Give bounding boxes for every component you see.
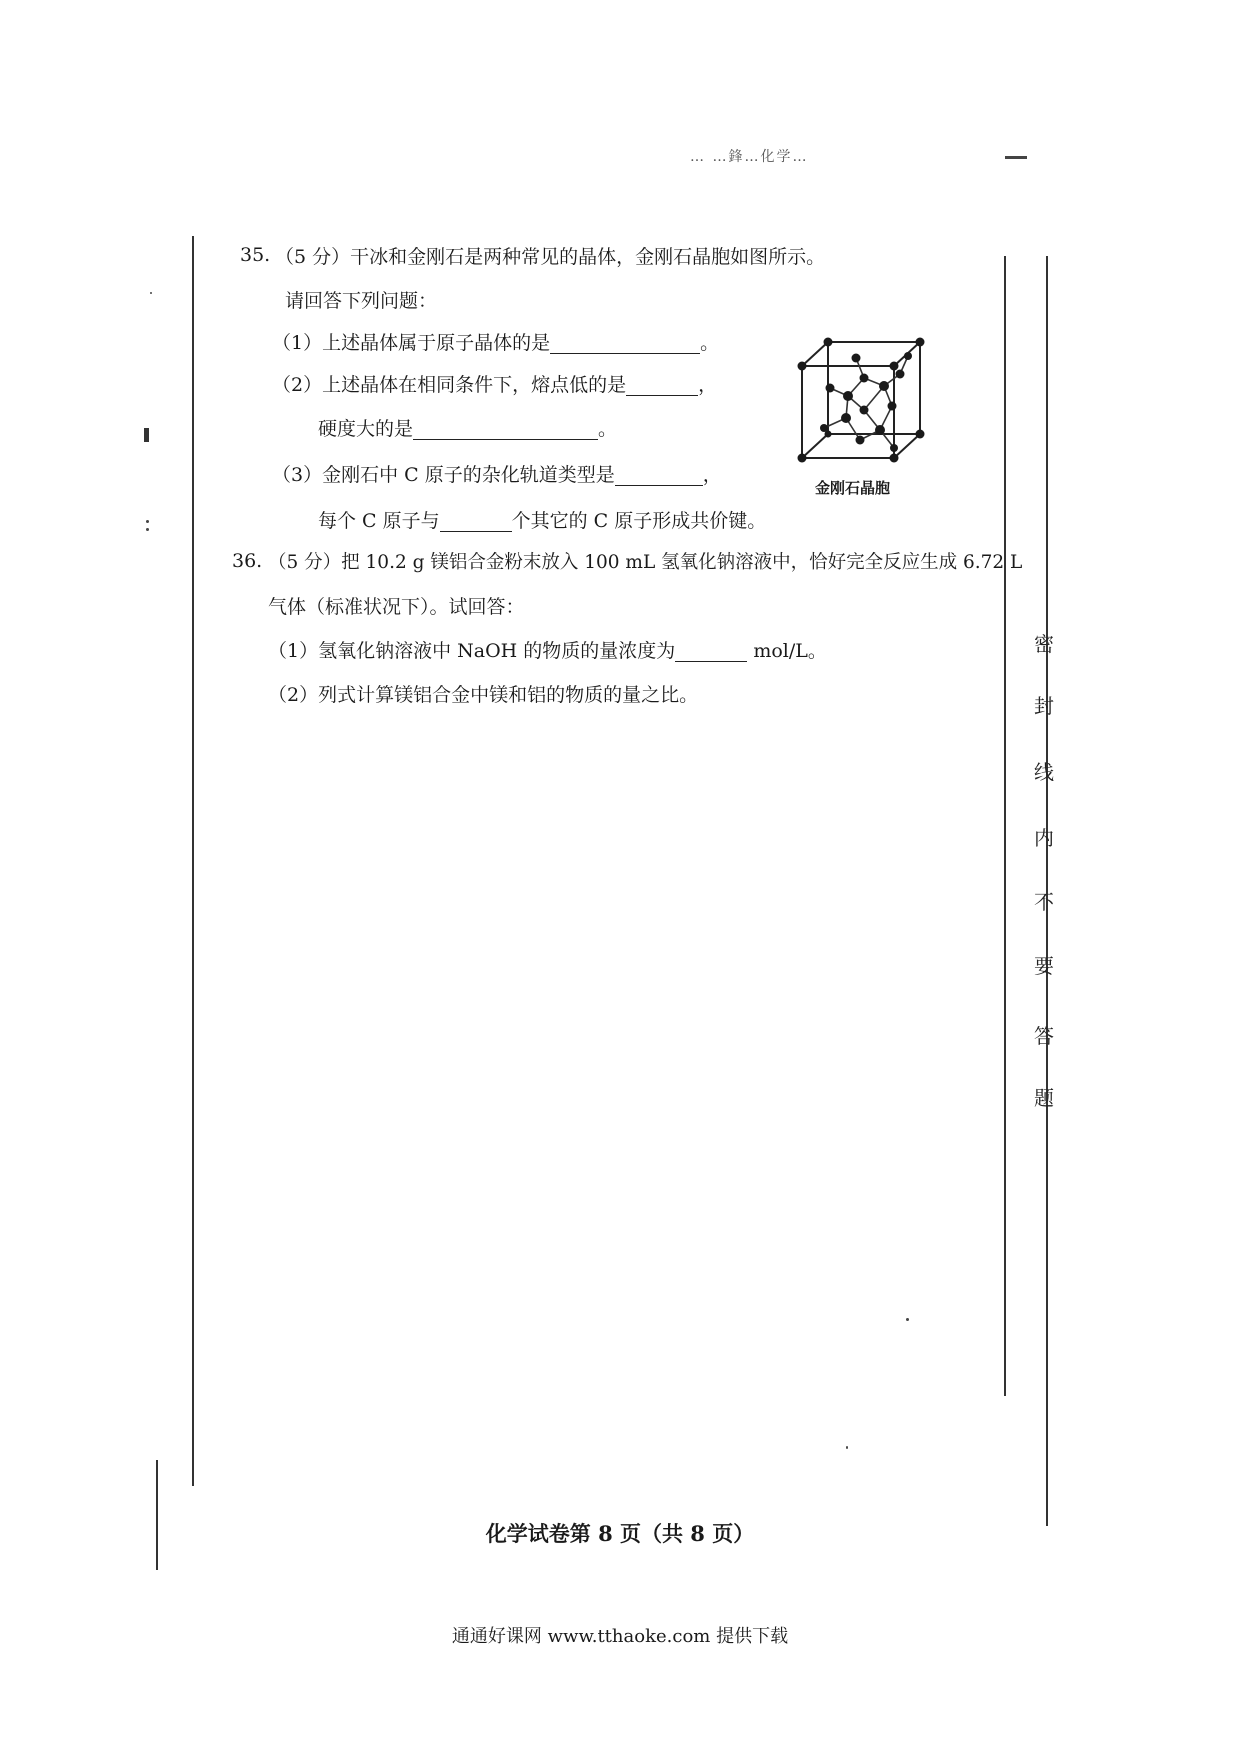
left-margin-dot (146, 528, 149, 531)
seal-char: 不 (1034, 890, 1054, 914)
figure-caption: 金刚石晶胞 (815, 479, 891, 497)
sub-text: 个其它的 C 原子形成共价键。 (511, 510, 767, 532)
sub-text: 硬度大的是 (318, 418, 414, 440)
seal-char: 要 (1034, 954, 1054, 978)
header-smudge: … …鋒…化学… (690, 149, 809, 165)
scan-speck (846, 1446, 848, 1449)
sub-text: 上述晶体在相同条件下，熔点低的是 (322, 374, 627, 396)
sub-label: （3） (272, 464, 323, 486)
sub-text: 金刚石中 C 原子的杂化轨道类型是 (322, 464, 615, 486)
diamond-unit-cell-icon (796, 336, 928, 468)
watermark: 通通好课网 www.tthaoke.com 提供下载 (451, 1626, 789, 1647)
sub-question-1 (268, 642, 827, 662)
answer-blank[interactable] (626, 376, 698, 396)
sub-label: （2） (268, 684, 319, 706)
left-margin-mark (144, 428, 149, 442)
answer-blank[interactable] (440, 512, 512, 532)
answer-blank[interactable] (550, 334, 700, 354)
answer-blank[interactable] (615, 466, 703, 486)
diamond-unit-cell-graphic (796, 336, 928, 468)
sub-text: 每个 C 原子与 (318, 510, 440, 532)
page-footer: 化学试卷第 8 页（共 8 页） (485, 1521, 755, 1546)
sub-text: 氢氧化钠溶液中 NaOH 的物质的量浓度为 (318, 640, 676, 662)
sub-comma: ， (702, 464, 722, 486)
question-stem: （5 分）干冰和金刚石是两种常见的晶体，金刚石晶胞如图所示。 (275, 246, 826, 268)
sub-text: 列式计算镁铝合金中镁和铝的物质的量之比。 (318, 684, 699, 706)
sub-label: （1） (268, 640, 319, 662)
seal-char: 内 (1034, 826, 1054, 850)
answer-blank[interactable] (675, 642, 747, 662)
seal-char: 封 (1034, 694, 1054, 718)
sub-comma: ， (698, 374, 718, 396)
sub-question-2 (272, 376, 717, 396)
sub-question-2 (268, 686, 698, 705)
question-stem-2: 气体（标准状况下）。试回答： (268, 596, 525, 618)
sub-end: 。 (700, 332, 720, 354)
unit-text: mol/L。 (753, 640, 827, 662)
sub-question-3 (272, 466, 722, 486)
seal-char: 题 (1034, 1086, 1054, 1110)
header-dash (1005, 156, 1027, 159)
seal-char: 线 (1034, 760, 1054, 784)
left-border-lower (156, 1460, 158, 1570)
question-intro: 请回答下列问题： (285, 290, 438, 312)
left-border-upper (192, 236, 194, 1486)
question-number: 35. (240, 244, 271, 266)
seal-line-left (1004, 256, 1006, 1396)
answer-blank[interactable] (413, 420, 598, 440)
sub-end: 。 (598, 418, 618, 440)
question-number: 36. (232, 550, 263, 572)
seal-char: 答 (1034, 1024, 1054, 1048)
sub-question-3b (318, 512, 766, 532)
seal-char: 密 (1034, 632, 1054, 656)
left-margin-dot (146, 520, 149, 523)
left-margin-dot (150, 292, 152, 294)
scan-speck (906, 1318, 909, 1321)
sub-question-2b (318, 420, 617, 440)
sub-label: （1） (272, 332, 323, 354)
question-stem: （5 分）把 10.2 g 镁铝合金粉末放入 100 mL 氢氧化钠溶液中，恰好完全反应生成 6.72 L (268, 552, 1023, 573)
sub-label: （2） (272, 374, 323, 396)
sub-text: 上述晶体属于原子晶体的是 (322, 332, 551, 354)
sub-question-1 (272, 334, 719, 354)
